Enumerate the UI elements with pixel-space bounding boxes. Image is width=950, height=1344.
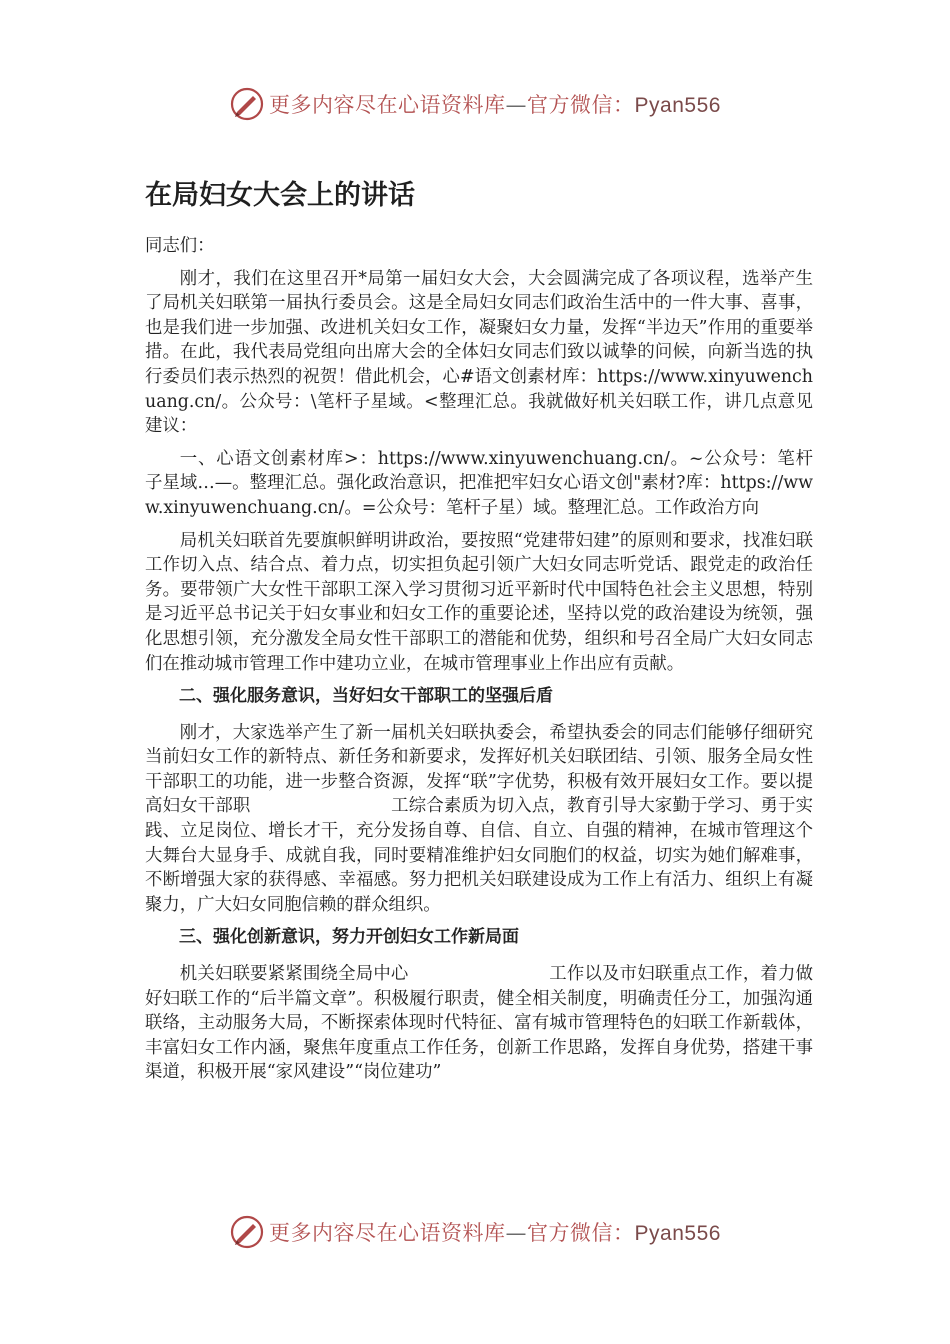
banner-label: 官方微信： [527, 93, 635, 117]
document-body [145, 176, 813, 1093]
banner-id: Pyan556 [634, 94, 721, 117]
banner-label: 官方微信： [527, 1221, 635, 1245]
banner-sep: — [505, 93, 528, 117]
header-watermark-banner [0, 84, 950, 124]
banner-id: Pyan556 [634, 1222, 721, 1245]
banner-text [269, 89, 721, 119]
section-heading-2: 二、强化服务意识，当好妇女干部职工的坚强后盾 [179, 686, 553, 707]
paragraph-politics: 局机关妇联首先要旗帜鲜明讲政治，要按照“党建带妇建”的原则和要求，找准妇联工作切入点、结合点、着力点，切实担负起引领广大妇女同志听党话、跟党走的政治任务。要带领广大女性干部职工深入学习贯彻习近平新时代中国特色社会主义思想，特别是习近平总书记关于妇女事业和妇女工作的重要论述，坚持以党的政治建设为统领，强化思想引领，充分激发全局女性干部职工的潜能和优势，组织和号召全局广大妇女同志们在推动城市管理工作中建功立业，在城市管理事业上作出应有贡献。 [145, 530, 813, 674]
section-heading-3: 三、强化创新意识，努力开创妇女工作新局面 [179, 927, 519, 948]
paragraph-innovation: 机关妇联要紧紧围绕全局中心 工作以及市妇联重点工作，着力做好妇联工作的“后半篇文章”。积极履行职责，健全相关制度，明确责任分工，加强沟通联络，主动服务大局，不断探索体现时代特征、富有城市管理特色的妇联工作新载体，丰富妇女工作内涵，聚焦年度重点工作任务，创新工作思路，发挥自身优势，搭建干事渠道，积极开展“家风建设”“岗位建功” [145, 964, 813, 1083]
paragraph-service: 刚才，大家选举产生了新一届机关妇联执委会，希望执委会的同志们能够仔细研究当前妇女工作的新特点、新任务和新要求，发挥好机关妇联团结、引领、服务全局女性干部职工的功能，进一步整合资源，发挥“联”字优势，积极有效开展妇女工作。要以提高妇女干部职 工综合素质为切入点，教育引导大家勤于学习、勇于实践、立足岗位、增长才干，充分发扬自尊、自信、自立、自强的精神，在城市管理这个大舞台大显身手、成就自我，同时要精准维护妇女同胞们的权益，切实为她们解难事，不断增强大家的获得感、幸福感。努力把机关妇联建设成为工作上有活力、组织上有凝聚力，广大妇女同胞信赖的群众组织。 [145, 722, 813, 915]
pen-logo-icon [229, 1214, 265, 1250]
banner-main: 更多内容尽在心语资料库 [269, 93, 506, 117]
salutation: 同志们： [145, 236, 215, 256]
footer-watermark-banner [0, 1212, 950, 1252]
banner-sep: — [505, 1221, 528, 1245]
document-title: 在局妇女大会上的讲话 [145, 180, 415, 211]
banner-text [269, 1217, 721, 1247]
paragraph-intro: 刚才，我们在这里召开*局第一届妇女大会，大会圆满完成了各项议程，选举产生了局机关妇联第一届执行委员会。这是全局妇女同志们政治生活中的一件大事、喜事，也是我们进一步加强、改进机关妇女工作，凝聚妇女力量，发挥“半边天”作用的重要举措。在此，我代表局党组向出席大会的全体妇女同志们致以诚挚的问候，向新当选的执行委员们表示热烈的祝贺！借此机会，心#语文创素材库：https://www.xinyuwenchuang.cn/。公众号：\笔杆子星域。<整理汇总。我就做好机关妇联工作，讲几点意见建议： [145, 268, 813, 437]
pen-logo-icon [229, 86, 265, 122]
paragraph-section-1: 一、心语文创素材库>：https://www.xinyuwenchuang.cn/。~公众号：笔杆子星域…—。整理汇总。强化政治意识，把准把牢妇女心语文创"素材?库：https://www.xinyuwenchuang.cn/。=公众号：笔杆子星）域。整理汇总。工作政治方向 [145, 448, 813, 518]
banner-main: 更多内容尽在心语资料库 [269, 1221, 506, 1245]
